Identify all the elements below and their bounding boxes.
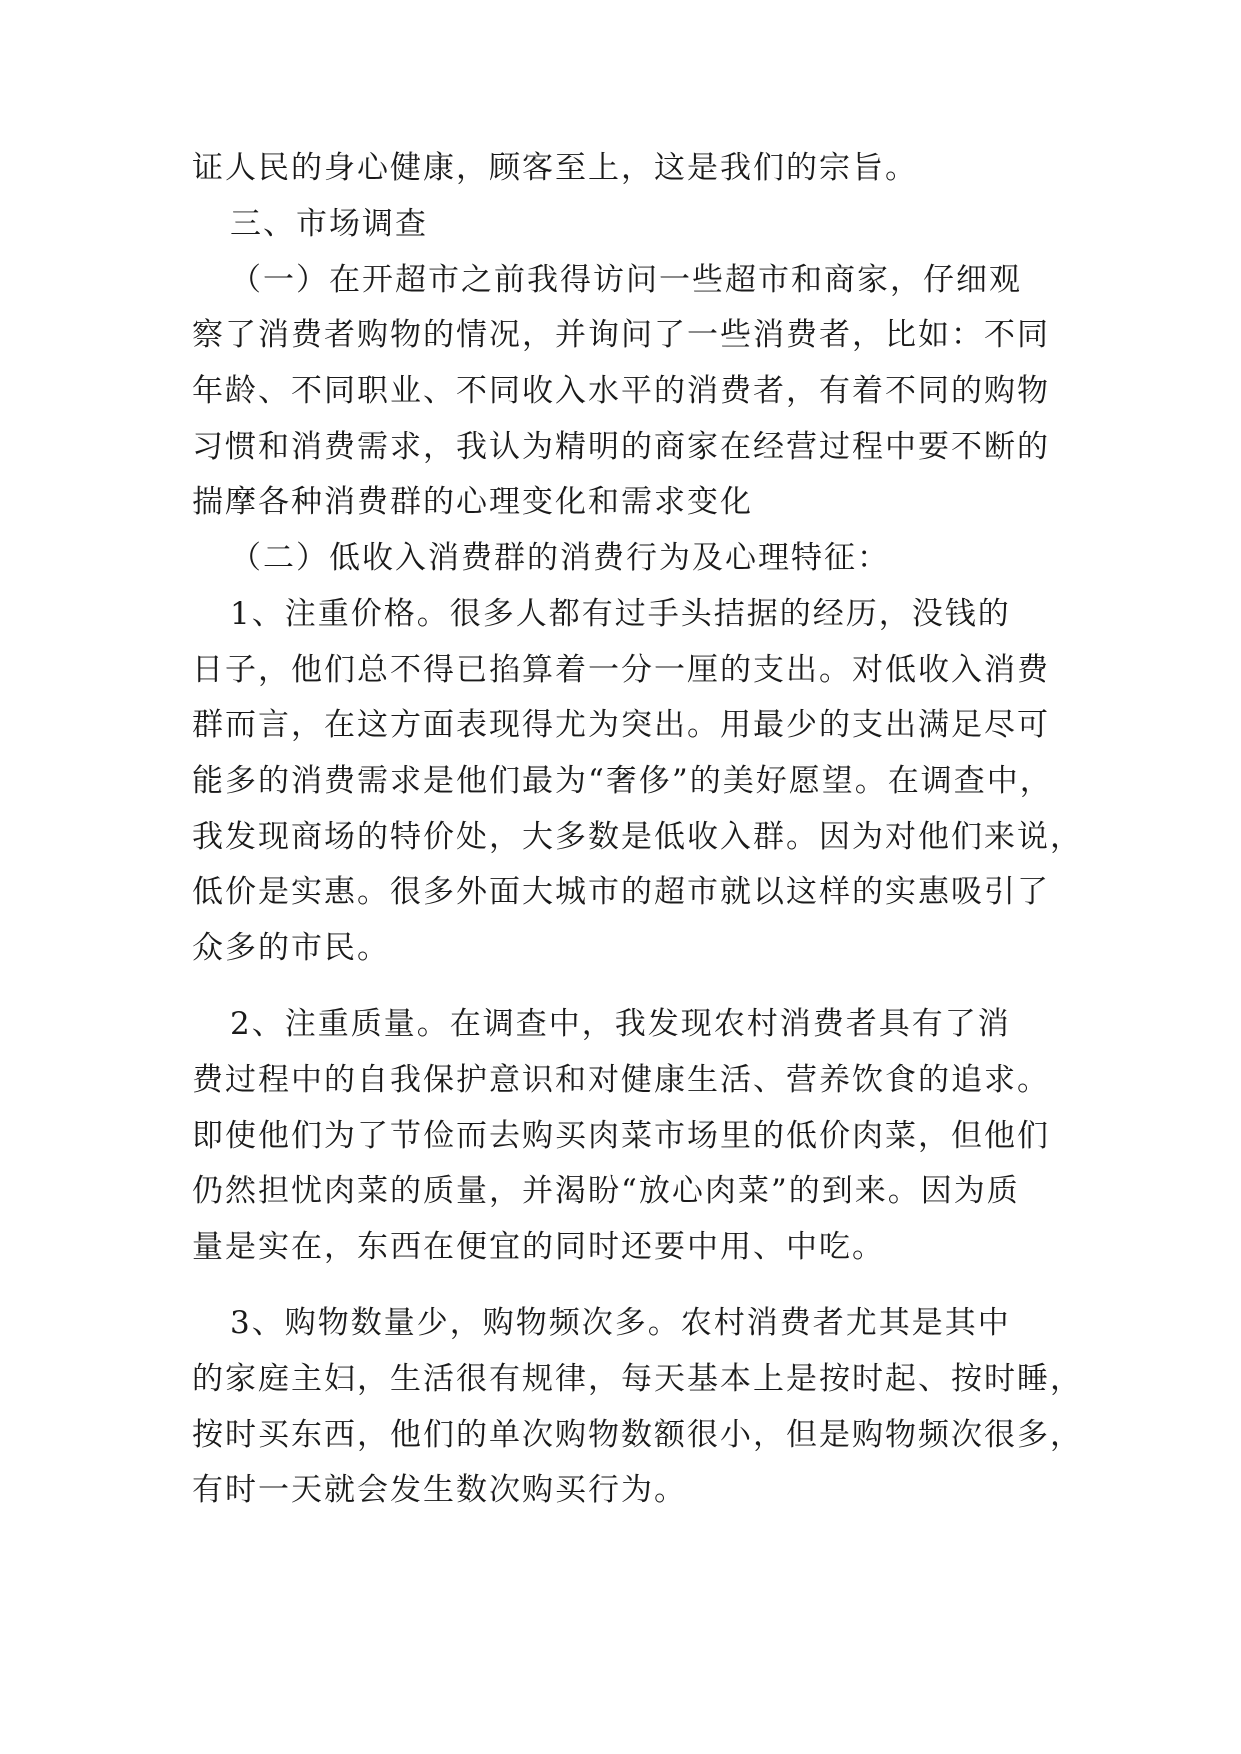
text-line: 众多的市民。 xyxy=(192,930,390,966)
text-line: 年龄、不同职业、不同收入水平的消费者，有着不同的购物 xyxy=(192,373,1050,409)
point-2-start: 2、注重质量。在调查中，我发现农村消费者具有了消 xyxy=(230,1006,1011,1042)
text-line: 费过程中的自我保护意识和对健康生活、营养饮食的追求。 xyxy=(192,1062,1050,1098)
text-line: 仍然担忧肉菜的质量，并渴盼“放心肉菜”的到来。因为质 xyxy=(192,1173,1020,1209)
text-line: 察了消费者购物的情况，并询问了一些消费者，比如：不同 xyxy=(192,317,1050,353)
text-line: 群而言，在这方面表现得尤为突出。用最少的支出满足尽可 xyxy=(192,707,1050,743)
text-line: 量是实在，东西在便宜的同时还要中用、中吃。 xyxy=(192,1229,885,1265)
text-line: 的家庭主妇，生活很有规律，每天基本上是按时起、按时睡， xyxy=(192,1361,1083,1397)
text-line: 我发现商场的特价处，大多数是低收入群。因为对他们来说， xyxy=(192,819,1083,855)
text-line: 习惯和消费需求，我认为精明的商家在经营过程中要不断的 xyxy=(192,429,1050,465)
text-line: 能多的消费需求是他们最为“奢侈”的美好愿望。在调查中， xyxy=(192,763,1053,799)
point-3-start: 3、购物数量少，购物频次多。农村消费者尤其是其中 xyxy=(230,1305,1011,1341)
text-line: 按时买东西，他们的单次购物数额很小，但是购物频次很多， xyxy=(192,1417,1083,1453)
text-line: 即使他们为了节俭而去购买肉菜市场里的低价肉菜，但他们 xyxy=(192,1118,1050,1154)
text-line: 证人民的身心健康，顾客至上，这是我们的宗旨。 xyxy=(192,150,918,186)
text-line: 日子，他们总不得已掐算着一分一厘的支出。对低收入消费 xyxy=(192,652,1050,688)
text-line: 低价是实惠。很多外面大城市的超市就以这样的实惠吸引了 xyxy=(192,874,1050,910)
text-line: 有时一天就会发生数次购买行为。 xyxy=(192,1472,687,1508)
point-1-start: 1、注重价格。很多人都有过手头拮据的经历，没钱的 xyxy=(230,596,1011,632)
subsection-heading: （二）低收入消费群的消费行为及心理特征： xyxy=(230,540,890,576)
subsection-paragraph-start: （一）在开超市之前我得访问一些超市和商家，仔细观 xyxy=(230,262,1022,298)
section-heading: 三、市场调查 xyxy=(230,206,428,242)
text-line: 揣摩各种消费群的心理变化和需求变化 xyxy=(192,484,753,520)
